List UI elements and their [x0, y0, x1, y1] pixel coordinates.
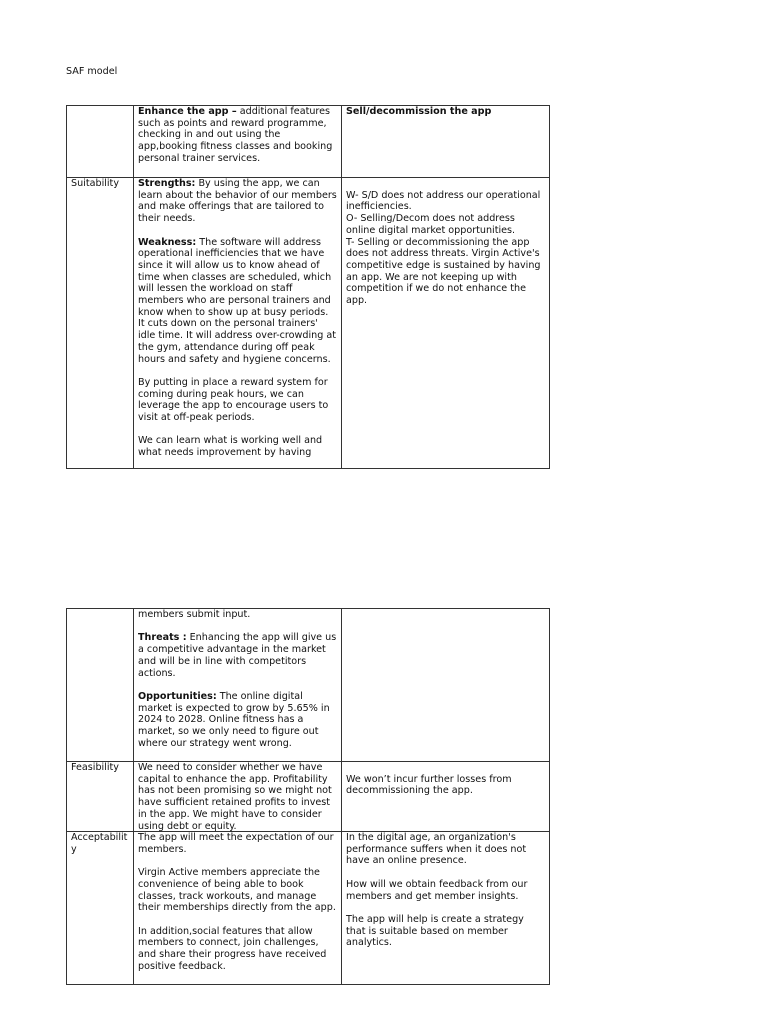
table-header-row: [67, 106, 549, 178]
opportunities-label: Opportunities:: [138, 690, 217, 702]
suitability-continued-option1-cell: [134, 609, 342, 761]
option2-title: Sell/decommission the app: [346, 106, 492, 117]
learn-text-part1: We can learn what is working well and what needs improvement by having: [138, 435, 323, 459]
option2-threat-text: T- Selling or decommissioning the app does not address threats. Virgin Active's competitive edge is sustained by having an app. We are not keeping up with competition if we do not enhance the app.: [346, 236, 541, 307]
feasibility-option2-cell: [342, 762, 549, 831]
feasibility-option1-cell: [134, 762, 342, 831]
feasibility-label: Feasibility: [71, 762, 119, 773]
acceptability-label: Acceptability: [71, 832, 128, 855]
suitability-continued-row: [67, 609, 549, 762]
suitability-row: [67, 178, 549, 468]
reward-system-text: By putting in place a reward system for coming during peak hours, we can leverage the app to encourage users to visit at off-peak periods.: [138, 376, 329, 424]
feasibility-option2-text: We won’t incur further losses from decommissioning the app.: [346, 773, 512, 797]
header-option1-cell: [134, 106, 342, 177]
option2-weakness-text: W- S/D does not address our operational inefficiencies.: [346, 189, 541, 213]
saf-table-part-1: [66, 105, 550, 469]
feasibility-row: [67, 762, 549, 832]
acceptability-option1-p1: The app will meet the expectation of our members.: [138, 832, 334, 855]
suitability-option1-cell: [134, 178, 342, 468]
acceptability-option2-p2: How will we obtain feedback from our members and get member insights.: [346, 878, 528, 902]
document-title: SAF model: [66, 66, 118, 77]
suitability-option2-cell: [342, 178, 549, 468]
acceptability-row: [67, 832, 549, 984]
saf-table-part-2: [66, 608, 550, 985]
strengths-text: By using the app, we can learn about the behavior of our members and make offerings that are tailored to their needs.: [138, 178, 337, 225]
header-empty-cell: [67, 106, 134, 177]
suitability-label-cell: [67, 178, 134, 468]
weakness-label: Weakness:: [138, 236, 197, 248]
acceptability-option1-cell: [134, 832, 342, 984]
suitability-continued-option2-cell: [342, 609, 549, 761]
weakness-text: The software will address operational inefficiencies that we have since it will allow us to know ahead of time when classes are scheduled, which will lessen the workload on staff members who are personal trainers and know when to show up at busy periods. It cuts down on the personal trainers' idle time. It will address over-crowding at the gym, attendance during off peak hours and safety and hygiene concerns.: [138, 236, 337, 365]
header-option2-cell: [342, 106, 549, 177]
suitability-label: Suitability: [71, 178, 120, 189]
acceptability-option1-p3: In addition,social features that allow members to connect, join challenges, and share their progress have received positive feedback.: [138, 925, 327, 972]
option1-title: Enhance the app –: [138, 106, 237, 117]
acceptability-option2-p3: The app will help is create a strategy that is suitable based on member analytics.: [346, 913, 524, 949]
learn-text-part2: members submit input.: [138, 609, 251, 620]
threats-text: Enhancing the app will give us a competitive advantage in the market and will be in line with competitors actions.: [138, 632, 337, 679]
acceptability-option1-p2: Virgin Active members appreciate the convenience of being able to book classes, track workouts, and manage their memberships directly from the app.: [138, 867, 336, 914]
option2-opportunity-text: O- Selling/Decom does not address online digital market opportunities.: [346, 213, 516, 236]
feasibility-option1-text: We need to consider whether we have capital to enhance the app. Profitability has not been promising so we might not have sufficient retained profits to invest in the app. We might have to consider using debt or equity.: [138, 762, 332, 831]
acceptability-option2-cell: [342, 832, 549, 984]
feasibility-label-cell: [67, 762, 134, 831]
threats-label: Threats :: [138, 632, 187, 644]
acceptability-label-cell: [67, 832, 134, 984]
suitability-continued-label-cell: [67, 609, 134, 761]
strengths-label: Strengths:: [138, 178, 196, 189]
acceptability-option2-p1: In the digital age, an organization's performance suffers when it does not have an online presence.: [346, 832, 527, 867]
opportunities-text: The online digital market is expected to grow by 5.65% in 2024 to 2028. Online fitness has a market, so we only need to figure out where our strategy went wrong.: [138, 690, 330, 749]
option1-description: additional features such as points and reward programme, checking in and out using the app,booking fitness classes and booking personal trainer services.: [138, 106, 333, 164]
